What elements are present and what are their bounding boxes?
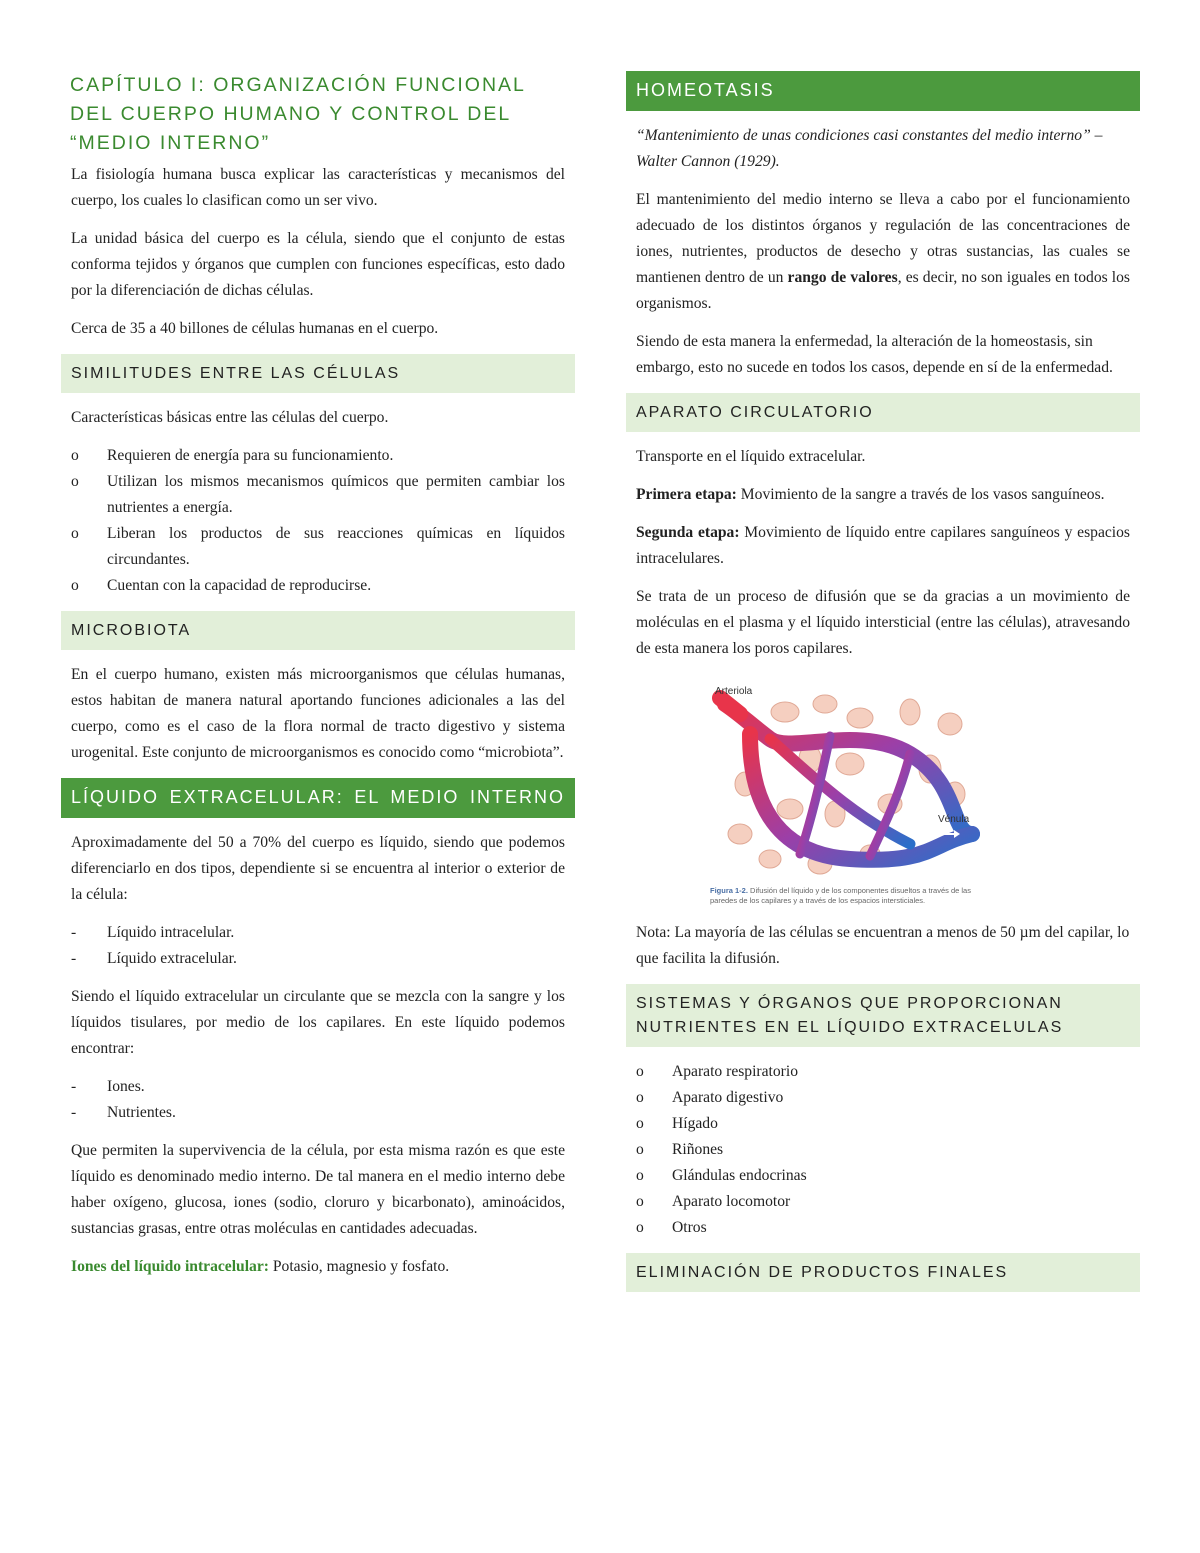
capillary-figure <box>710 684 1000 906</box>
right-column <box>626 66 1140 1304</box>
list-item: o Riñones <box>636 1137 1130 1163</box>
liquido-paragraph-1: Aproximadamente del 50 a 70% del cuerpo es líquido, siendo que podemos diferenciarlo en dos tipos, dependiente si se encuentra al interior o exterior de la célula: <box>71 834 565 903</box>
bullet-marker: - <box>71 950 77 967</box>
iones-text: Potasio, magnesio y fosfato. <box>268 1258 450 1275</box>
bullet-marker: o <box>71 525 79 542</box>
list-item: - Líquido intracelular. <box>71 920 565 946</box>
bullet-marker: o <box>636 1115 644 1132</box>
cannon-quote: “Mantenimiento de unas condiciones casi constantes del medio interno” – Walter Cannon (1929). <box>636 127 1103 170</box>
capillary-diagram <box>710 684 980 884</box>
list-item: - Líquido extracelular. <box>71 946 565 972</box>
bullet-marker: o <box>636 1089 644 1106</box>
section-header-liquido-extracelular: LÍQUIDO EXTRACELULAR: EL MEDIO INTERNO <box>61 778 575 818</box>
list-item: o Hígado <box>636 1111 1130 1137</box>
figure-caption: Figura 1-2. Difusión del líquido y de los componentes disueltos a través de las paredes de los capilares y a través de los espacios intersticiales. <box>710 886 971 905</box>
section-header-homeotasis: HOMEOTASIS <box>626 71 1140 111</box>
section-header-circulatorio: APARATO CIRCULATORIO <box>626 393 1140 432</box>
similitudes-list <box>61 443 575 599</box>
bullet-marker: - <box>71 1104 77 1121</box>
section-header-similitudes: SIMILITUDES ENTRE LAS CÉLULAS <box>61 354 575 393</box>
primera-etapa: Primera etapa: Movimiento de la sangre a través de los vasos sanguíneos. <box>636 486 1105 503</box>
left-column <box>61 66 575 1292</box>
liquido-paragraph-3: Que permiten la supervivencia de la célula, por esta misma razón es que este líquido es denominado medio interno. De tal manera en el medio interno debe haber oxígeno, glucosa, iones (sodio, cloruro y bicarbonato), aminoácidos, sustancias grasas, entre otras moléculas en cantidades adecuadas. <box>71 1142 565 1237</box>
liquido-contents-list <box>61 1074 575 1126</box>
bullet-marker: o <box>71 577 79 594</box>
list-item: o Aparato locomotor <box>636 1189 1130 1215</box>
list-item: o Aparato respiratorio <box>636 1059 1130 1085</box>
bullet-marker: o <box>636 1219 644 1236</box>
intro-paragraph-2: La unidad básica del cuerpo es la célula, siendo que el conjunto de estas conforma tejidos y órganos que cumplen con funciones específicas, esto dado por la diferenciación de dichas células. <box>71 230 565 299</box>
sistemas-list <box>626 1059 1140 1241</box>
liquido-paragraph-2: Siendo el líquido extracelular un circulante que se mezcla con la sangre y los líquidos tisulares, por medio de los capilares. En este líquido podemos encontrar: <box>71 988 565 1057</box>
circulatorio-paragraph-1: Transporte en el líquido extracelular. <box>636 448 866 465</box>
homeotasis-paragraph-1: El mantenimiento del medio interno se lleva a cabo por el funcionamiento adecuado de los distintos órganos y regulación de las concentraciones de iones, nutrientes, productos de desecho y otras sustancias, las cuales se mantienen dentro de un rango de valores, es decir, no son iguales en todos los organismos. <box>636 191 1130 312</box>
bullet-marker: o <box>636 1167 644 1184</box>
list-item: o Requieren de energía para su funcionamiento. <box>71 443 565 469</box>
similitudes-intro: Características básicas entre las células del cuerpo. <box>71 409 389 426</box>
section-header-eliminacion: ELIMINACIÓN DE PRODUCTOS FINALES <box>626 1253 1140 1292</box>
list-item: o Aparato digestivo <box>636 1085 1130 1111</box>
circulatorio-paragraph-2: Se trata de un proceso de difusión que se da gracias a un movimiento de moléculas en el plasma y el líquido intersticial (entre las células), atravesando de esta manera los poros capilares. <box>636 588 1130 657</box>
list-item: o Cuentan con la capacidad de reproducirse. <box>71 573 565 599</box>
bullet-marker: o <box>636 1141 644 1158</box>
list-item: o Utilizan los mismos mecanismos químicos que permiten cambiar los nutrientes a energía. <box>71 469 565 521</box>
list-item: o Liberan los productos de sus reacciones químicas en líquidos circundantes. <box>71 521 565 573</box>
label-arteriola: Arteriola <box>715 686 753 697</box>
list-item: - Nutrientes. <box>71 1100 565 1126</box>
bullet-marker: - <box>71 1078 77 1095</box>
list-item: - Iones. <box>71 1074 565 1100</box>
liquido-types-list <box>61 920 575 972</box>
bullet-marker: o <box>71 473 79 490</box>
list-item: o Otros <box>636 1215 1130 1241</box>
bullet-marker: o <box>636 1193 644 1210</box>
iones-label: Iones del líquido intracelular: <box>71 1258 269 1275</box>
nota-paragraph: Nota: La mayoría de las células se encuentran a menos de 50 µm del capilar, lo que facilita la difusión. <box>636 924 1130 967</box>
microbiota-paragraph: En el cuerpo humano, existen más microorganismos que células humanas, estos habitan de manera natural aportando funciones adicionales a las del cuerpo, como es el caso de la flora normal de tracto digestivo y sistema urogenital. Este conjunto de microorganismos es conocido como “microbiota”. <box>71 666 565 761</box>
section-header-microbiota: MICROBIOTA <box>61 611 575 650</box>
bullet-marker: o <box>636 1063 644 1080</box>
label-venula: Vénula <box>938 814 970 825</box>
bullet-marker: - <box>71 924 77 941</box>
iones-intracelular-line <box>61 1254 575 1280</box>
intro-paragraph-1: La fisiología humana busca explicar las características y mecanismos del cuerpo, los cuales lo clasifican como un ser vivo. <box>71 166 565 209</box>
homeotasis-paragraph-2: Siendo de esta manera la enfermedad, la alteración de la homeostasis, sin embargo, esto no sucede en todos los casos, depende en sí de la enfermedad. <box>636 333 1113 376</box>
rango-valores-bold: rango de valores <box>787 269 898 286</box>
segunda-etapa: Segunda etapa: Movimiento de líquido entre capilares sanguíneos y espacios intracelulares. <box>636 524 1130 567</box>
intro-paragraph-3: Cerca de 35 a 40 billones de células humanas en el cuerpo. <box>71 320 439 337</box>
list-item: o Glándulas endocrinas <box>636 1163 1130 1189</box>
section-header-sistemas: SISTEMAS Y ÓRGANOS QUE PROPORCIONAN NUTRIENTES EN EL LÍQUIDO EXTRACELULAS <box>626 984 1140 1047</box>
bullet-marker: o <box>71 447 79 464</box>
chapter-title: CAPÍTULO I: ORGANIZACIÓN FUNCIONAL DEL CUERPO HUMANO Y CONTROL DEL “MEDIO INTERNO” <box>70 74 526 154</box>
